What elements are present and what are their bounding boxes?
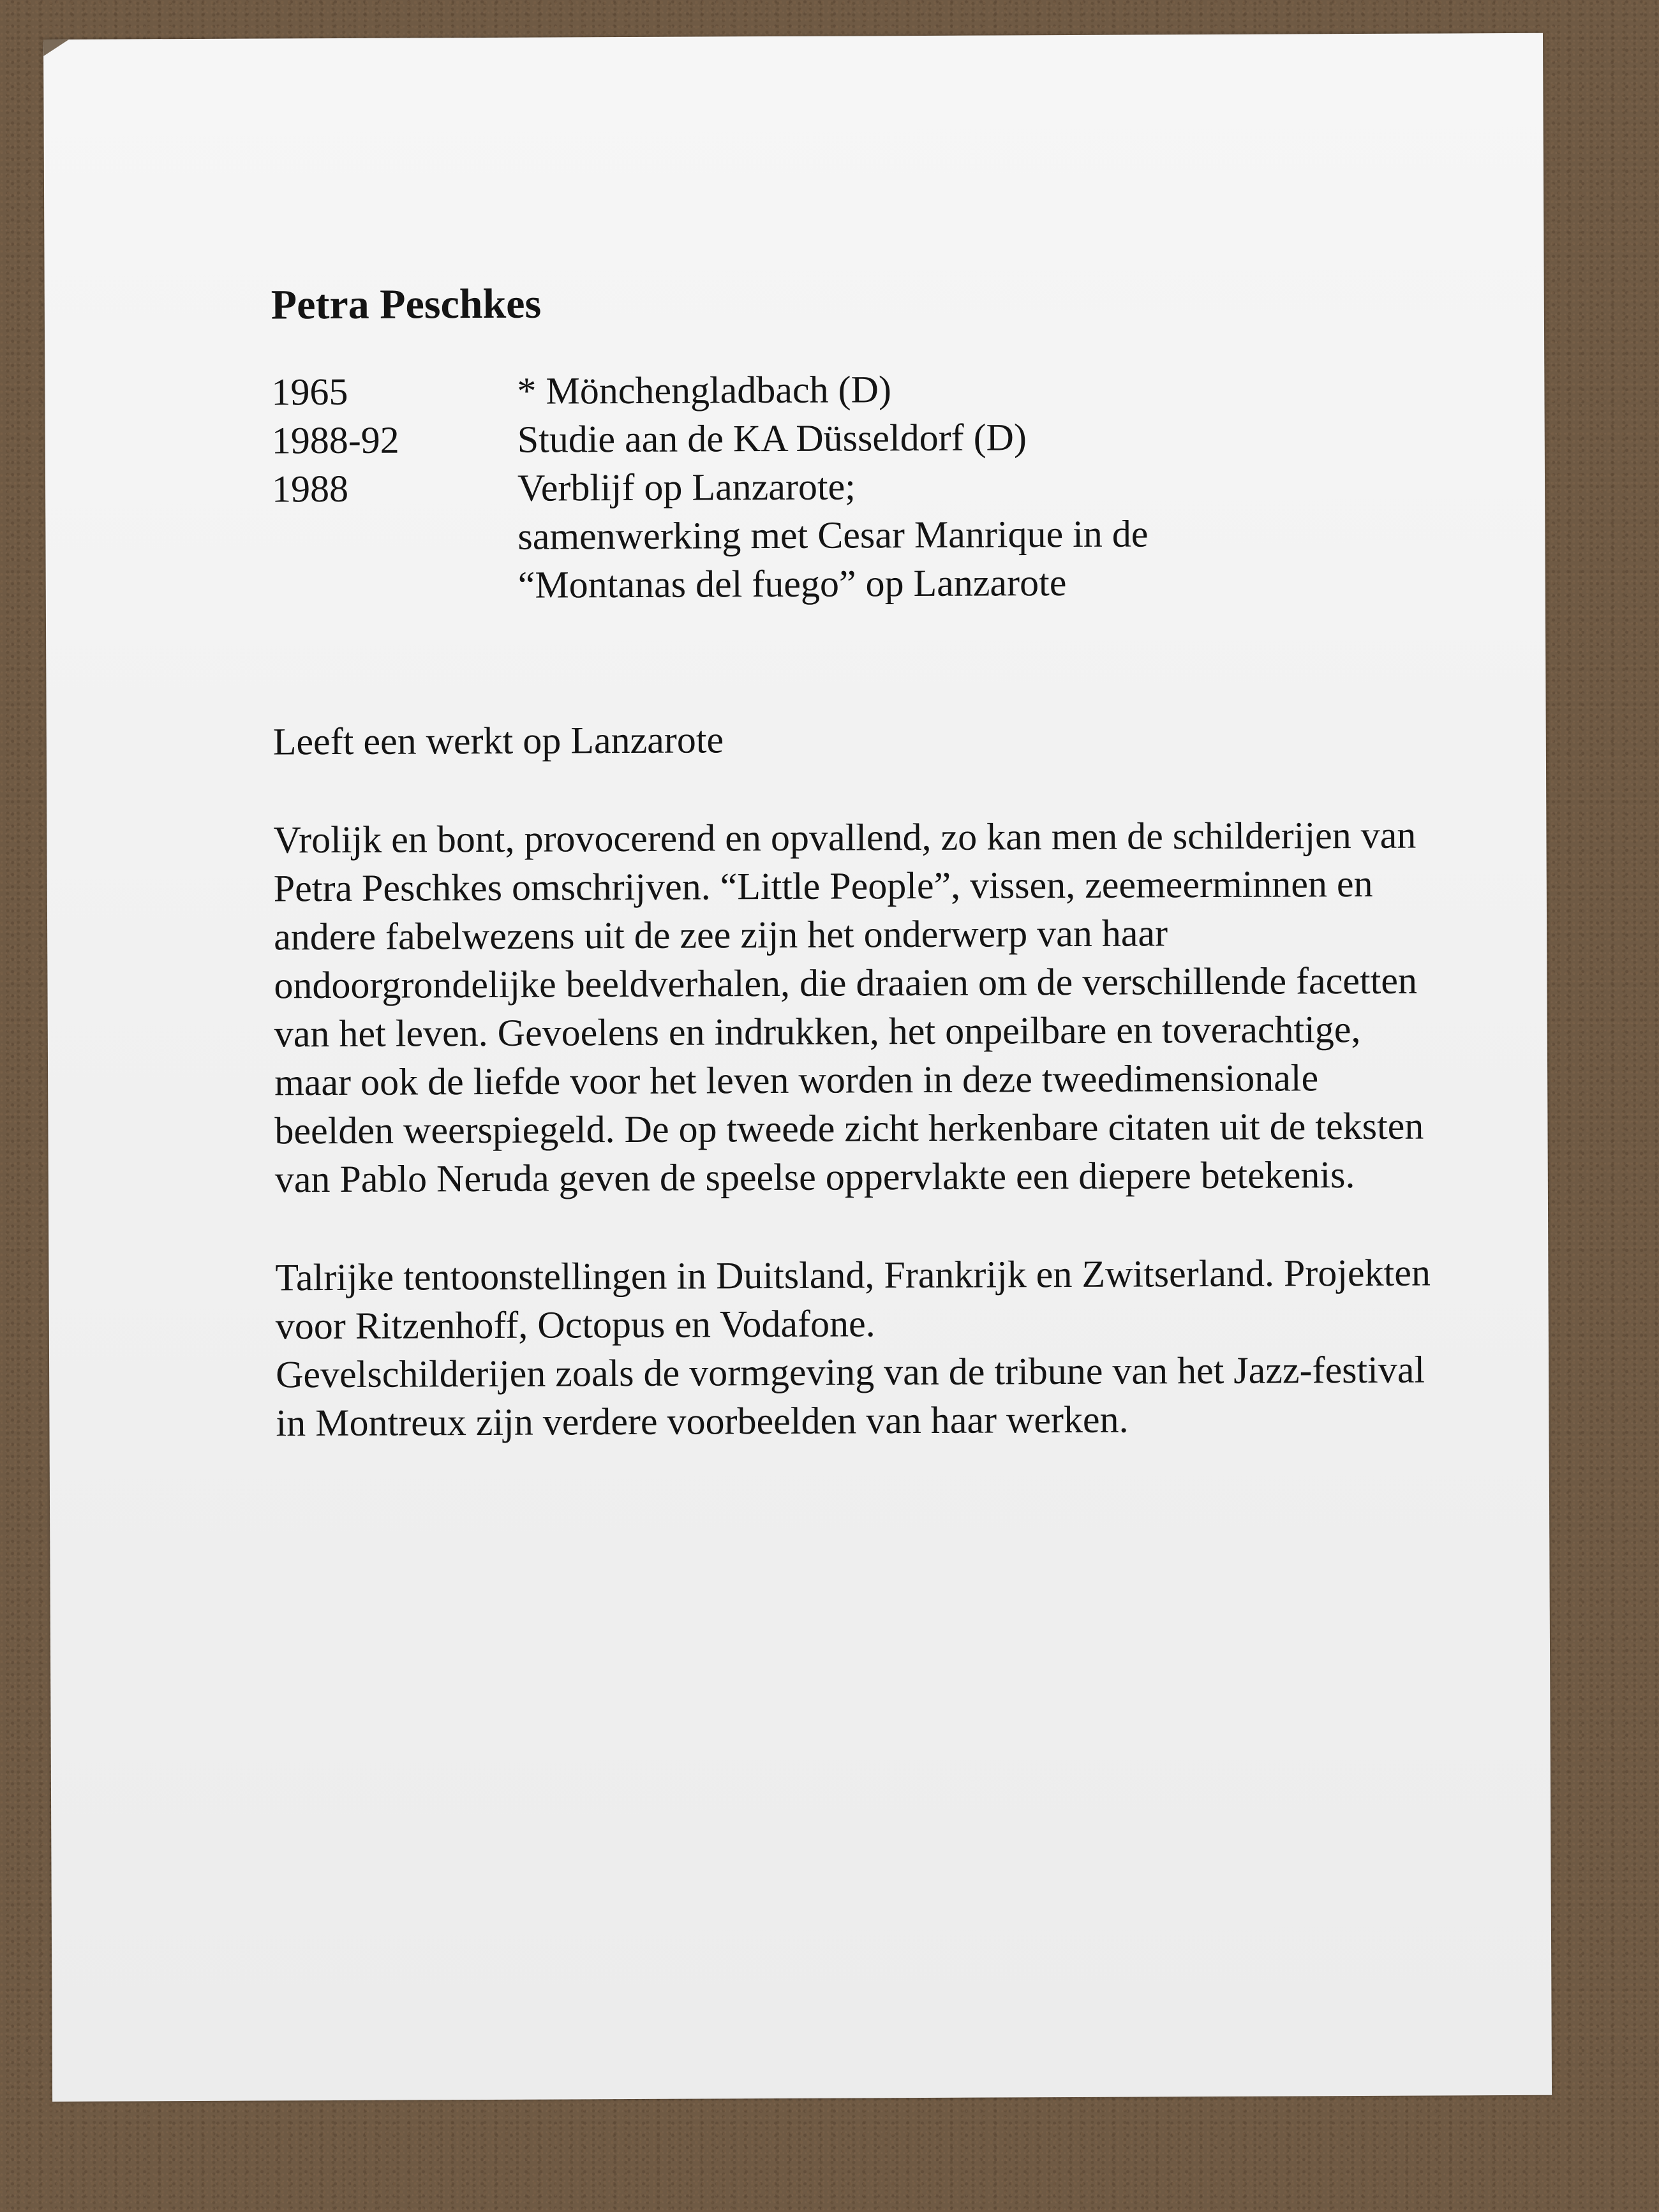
living-statement: Leeft een werkt op Lanzarote — [272, 718, 724, 763]
paper-sheet — [43, 33, 1552, 2102]
artist-name: Petra Peschkes — [271, 280, 542, 329]
bio-text: Studie aan de KA Düsseldorf (D) — [517, 416, 1027, 461]
bio-year: 1988-92 — [271, 419, 399, 462]
folded-corner — [43, 40, 69, 56]
bio-text: Verblijf op Lanzarote; samenwerking met Cesar Manrique in de “Montanas del fuego” op Lanzarote — [517, 465, 1149, 606]
bio-text: * Mönchengladbach (D) — [517, 368, 892, 412]
exhibitions-paragraph: Talrijke tentoonstellingen in Duitsland, Frankrijk en Zwitserland. Projekten voor Ritzenhoff, Octopus en Vodafone. — [275, 1251, 1431, 1347]
bio-year: 1988 — [271, 467, 349, 510]
biography-table — [271, 362, 1440, 610]
murals-paragraph: Gevelschilderijen zoals de vormgeving van de tribune van het Jazz-festival in Montreux zijn verdere voorbeelden van haar werken. — [275, 1348, 1425, 1444]
bio-year: 1965 — [271, 370, 348, 413]
document-content — [271, 276, 1444, 1447]
description-paragraph: Vrolijk en bont, provocerend en opvallend, zo kan men de schilderijen van Petra Peschkes omschrijven. “Little People”, vissen, zeemeerminnen en andere fabelwezens uit de zee zijn het onderwerp van haar ondoorgrondelijke beeldverhalen, die draaien om de verschillende facetten van het leven. Gevoelens en indrukken, het onpeilbare en toverachtige, maar ook de liefde voor het leven worden in deze tweedimensionale beelden weerspiegeld. De op tweede zicht herkenbare citaten uit de teksten van Pablo Neruda geven de speelse oppervlakte een diepere betekenis. — [273, 813, 1424, 1201]
